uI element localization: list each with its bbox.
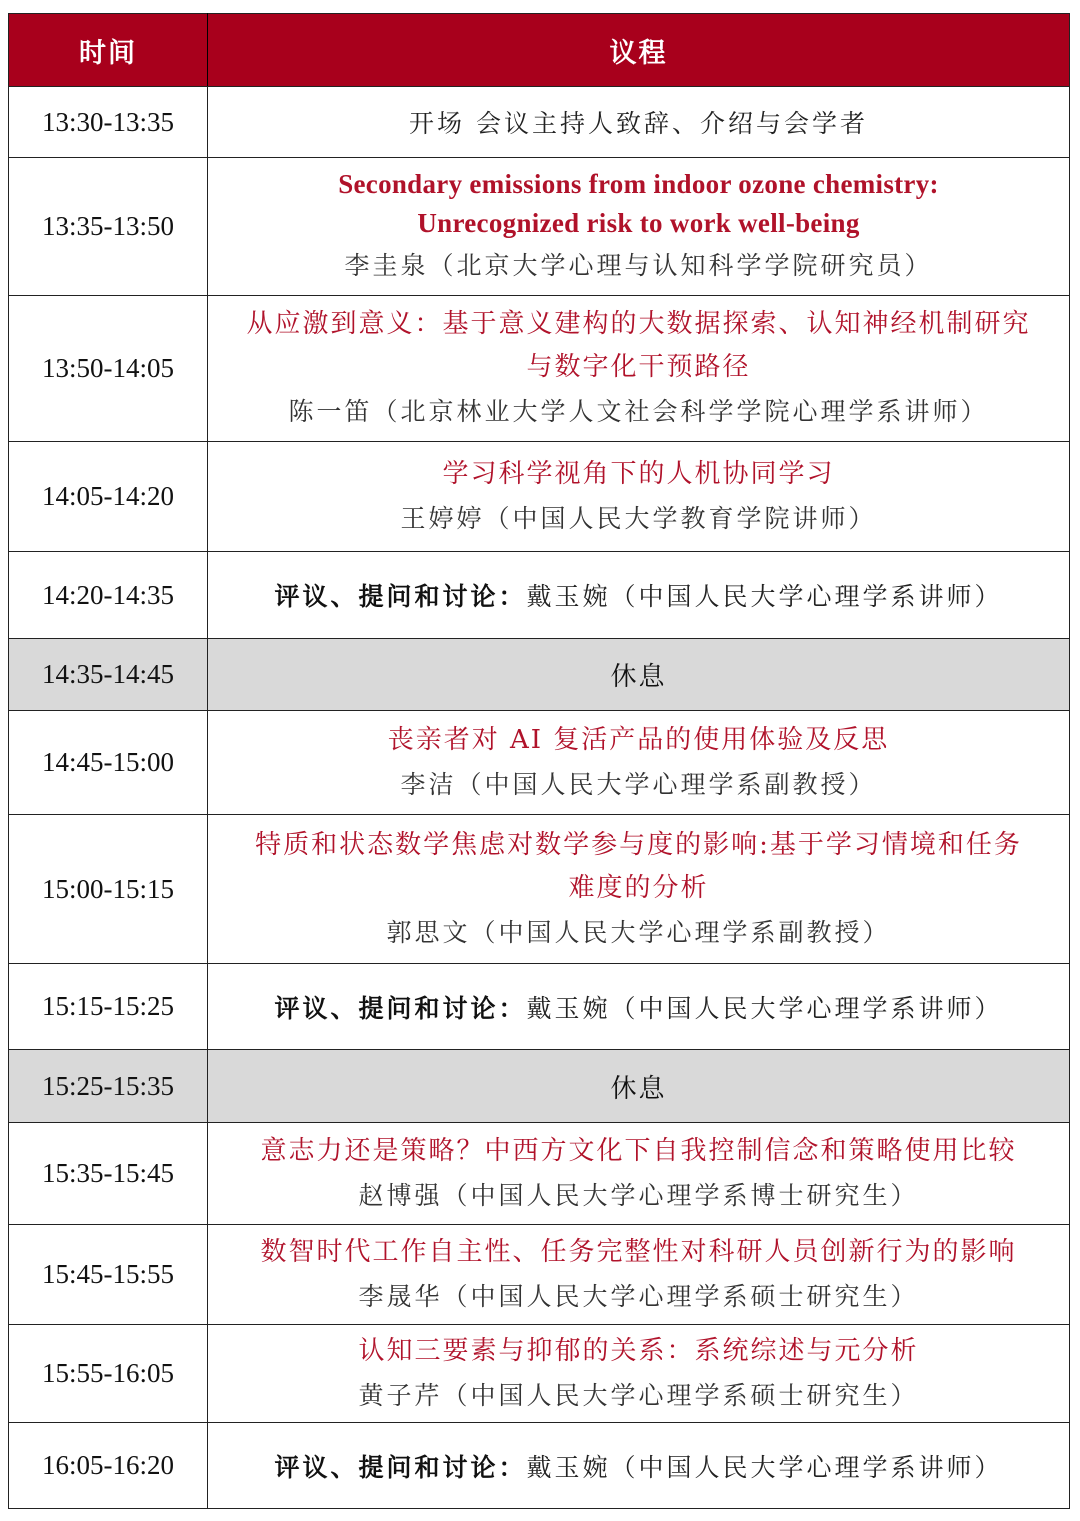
table-row [9,296,1070,442]
table-row [9,87,1070,158]
talk-title-line: Secondary emissions from indoor ozone chemistry: [338,169,939,199]
talk-cell [208,1225,1070,1325]
discussant: 戴玉婉（中国人民大学心理学系讲师） [526,1452,1003,1482]
talk-cell [208,296,1070,442]
talk-title-line: 特质和状态数学焦虑对数学参与度的影响:基于学习情境和任务 [255,829,1022,860]
table-row [9,552,1070,639]
row-time: 14:45-15:00 [9,711,208,815]
row-time: 13:35-13:50 [9,158,208,296]
row-text: 开场 会议主持人致辞、介绍与会学者 [208,87,1070,158]
speaker: 陈一笛（北京林业大学人文社会科学学院心理学系讲师） [288,397,989,426]
header-row [9,14,1070,87]
row-time: 16:05-16:20 [9,1423,208,1509]
speaker: 赵博强（中国人民大学心理学系博士研究生） [358,1180,919,1210]
break-row [9,1050,1070,1123]
table-row [9,158,1070,296]
talk-title-line: 意志力还是策略？中西方文化下自我控制信念和策略使用比较 [260,1135,1017,1166]
table-row [9,1423,1070,1509]
speaker: 王婷婷（中国人民大学教育学院讲师） [400,503,877,533]
row-time: 15:45-15:55 [9,1225,208,1325]
row-time: 14:35-14:45 [9,639,208,711]
row-time: 15:35-15:45 [9,1123,208,1225]
discussant: 戴玉婉（中国人民大学心理学系讲师） [526,993,1003,1023]
row-time: 14:20-14:35 [9,552,208,639]
agenda-table [8,13,1070,1509]
speaker: 李晟华（中国人民大学心理学系硕士研究生） [358,1281,919,1311]
row-time: 15:00-15:15 [9,815,208,964]
talk-title-line: 丧亲者对 AI 复活产品的使用体验及反思 [387,724,890,755]
row-time: 13:50-14:05 [9,296,208,442]
talk-cell [208,1123,1070,1225]
discussion-label: 评议、提问和讨论： [274,1452,527,1482]
break-label: 休息 [208,1050,1070,1123]
discussion-label: 评议、提问和讨论： [274,993,527,1023]
row-time: 13:30-13:35 [9,87,208,158]
row-time: 14:05-14:20 [9,442,208,552]
speaker: 李洁（中国人民大学心理学系副教授） [400,769,877,799]
break-label: 休息 [208,639,1070,711]
break-row [9,639,1070,711]
row-time: 15:55-16:05 [9,1325,208,1423]
talk-title-line: 认知三要素与抑郁的关系：系统综述与元分析 [358,1335,919,1366]
talk-title-line: 数智时代工作自主性、任务完整性对科研人员创新行为的影响 [260,1236,1017,1267]
header-time: 时间 [9,14,208,87]
table-row [9,1123,1070,1225]
table-row [9,964,1070,1050]
speaker: 李圭泉（北京大学心理与认知科学学院研究员） [344,251,933,280]
row-time: 15:15-15:25 [9,964,208,1050]
talk-cell [208,815,1070,964]
talk-cell [208,711,1070,815]
discussion-cell [208,1423,1070,1509]
table-row [9,442,1070,552]
table-row [9,1225,1070,1325]
header-agenda: 议程 [208,14,1070,87]
discussion-cell [208,964,1070,1050]
table-row [9,815,1070,964]
speaker: 郭思文（中国人民大学心理学系副教授） [386,917,891,947]
talk-cell [208,158,1070,296]
talk-cell [208,1325,1070,1423]
discussion-cell [208,552,1070,639]
discussant: 戴玉婉（中国人民大学心理学系讲师） [526,582,1003,611]
talk-cell [208,442,1070,552]
talk-title-line: 难度的分析 [568,872,709,903]
table-row [9,1325,1070,1423]
discussion-label: 评议、提问和讨论： [274,582,527,611]
talk-title-line: 学习科学视角下的人机协同学习 [442,458,835,489]
speaker: 黄子芹（中国人民大学心理学系硕士研究生） [358,1380,919,1410]
talk-title-line: 从应激到意义：基于意义建构的大数据探索、认知神经机制研究 [246,309,1031,339]
table-row [9,711,1070,815]
talk-title-line: 与数字化干预路径 [526,352,751,382]
row-time: 15:25-15:35 [9,1050,208,1123]
talk-title-line: Unrecognized risk to work well-being [417,208,860,238]
